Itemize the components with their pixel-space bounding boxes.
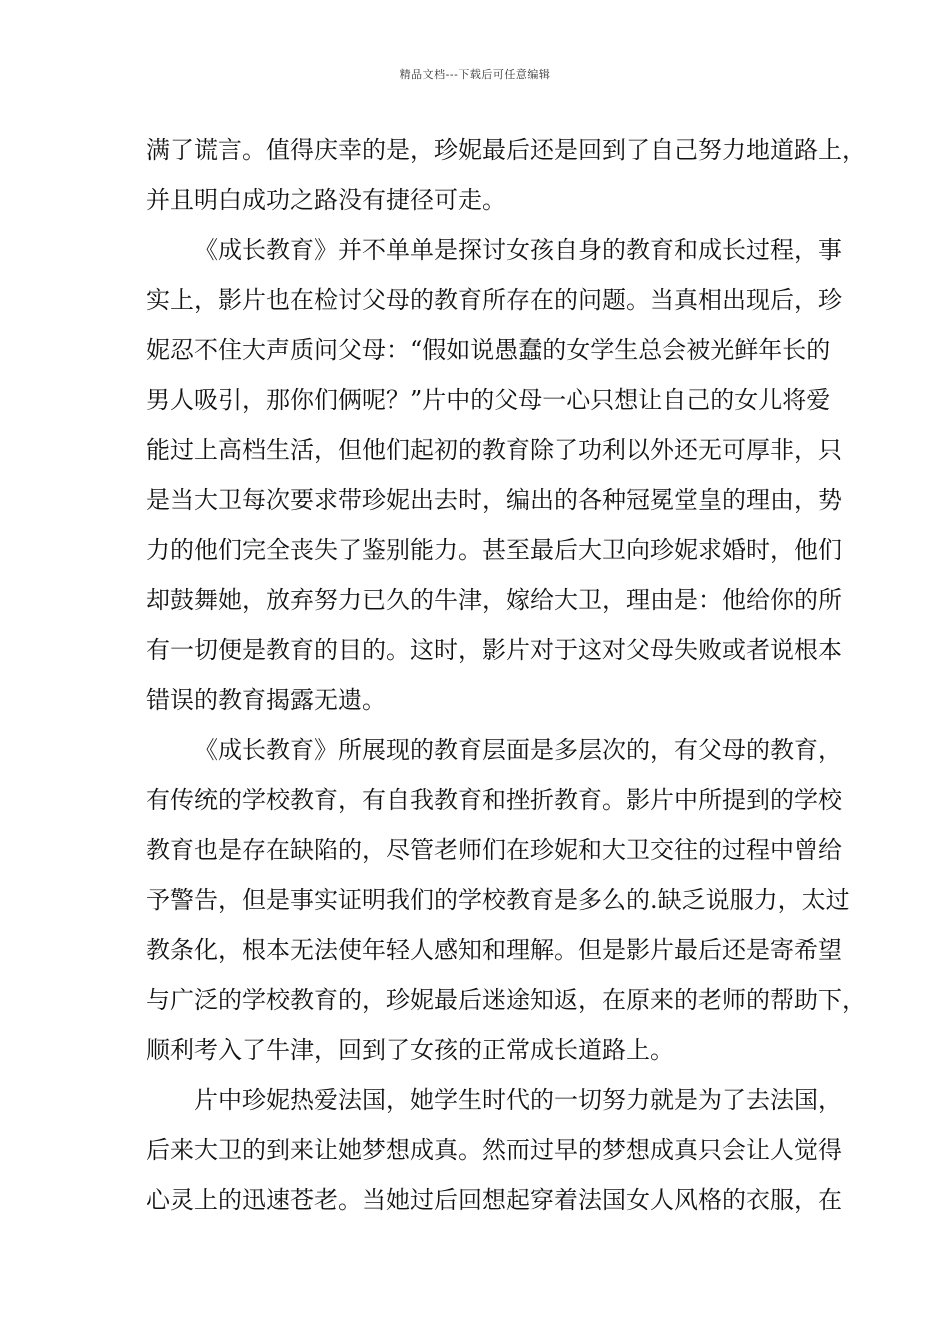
paragraph-line: 妮忍不住大声质问父母：“假如说愚蠢的女学生总会被光鲜年长的 — [146, 336, 831, 364]
paragraph-line: 实上，影片也在检讨父母的教育所存在的问题。当真相出现后，珍 — [146, 286, 842, 314]
paragraph-line: 有一切便是教育的目的。这时，影片对于这对父母失败或者说根本 — [146, 636, 842, 664]
paragraph-line: 是当大卫每次要求带珍妮出去时，编出的各种冠冕堂皇的理由，势 — [146, 486, 842, 514]
paragraph-line: 有传统的学校教育，有自我教育和挫折教育。影片中所提到的学校 — [146, 786, 842, 814]
paragraph-line: 力的他们完全丧失了鉴别能力。甚至最后大卫向珍妮求婚时，他们 — [146, 536, 842, 564]
paragraph-line: 满了谎言。值得庆幸的是，珍妮最后还是回到了自己努力地道路上， — [146, 136, 866, 164]
paragraph-line: 与广泛的学校教育的，珍妮最后迷途知返，在原来的老师的帮助下， — [146, 986, 866, 1014]
paragraph-line: 《成长教育》所展现的教育层面是多层次的，有父母的教育， — [194, 736, 842, 764]
paragraph-line: 教育也是存在缺陷的，尽管老师们在珍妮和大卫交往的过程中曾给 — [146, 836, 842, 864]
paragraph-line: 顺利考入了牛津，回到了女孩的正常成长道路上。 — [146, 1036, 674, 1064]
paragraph-line: 片中珍妮热爱法国，她学生时代的一切努力就是为了去法国， — [194, 1086, 842, 1114]
paragraph-line: 心灵上的迅速苍老。当她过后回想起穿着法国女人风格的衣服，在 — [146, 1186, 842, 1214]
page-header: 精品文档---下载后可任意编辑 — [399, 68, 551, 81]
paragraph-line: 后来大卫的到来让她梦想成真。然而过早的梦想成真只会让人觉得 — [146, 1136, 842, 1164]
paragraph-line: 错误的教育揭露无遗。 — [146, 686, 386, 714]
paragraph-line: 并且明白成功之路没有捷径可走。 — [146, 186, 506, 214]
paragraph-line: 《成长教育》并不单单是探讨女孩自身的教育和成长过程，事 — [194, 236, 842, 264]
paragraph-line: 却鼓舞她，放弃努力已久的牛津，嫁给大卫，理由是：他给你的所 — [146, 586, 842, 614]
paragraph-line: 男人吸引，那你们俩呢？”片中的父母一心只想让自己的女儿将爱 — [146, 386, 831, 414]
paragraph-line: 能过上高档生活，但他们起初的教育除了功利以外还无可厚非，只 — [146, 436, 842, 464]
paragraph-line: 予警告，但是事实证明我们的学校教育是多么的.缺乏说服力，太过 — [146, 886, 850, 914]
paragraph-line: 教条化，根本无法使年轻人感知和理解。但是影片最后还是寄希望 — [146, 936, 842, 964]
